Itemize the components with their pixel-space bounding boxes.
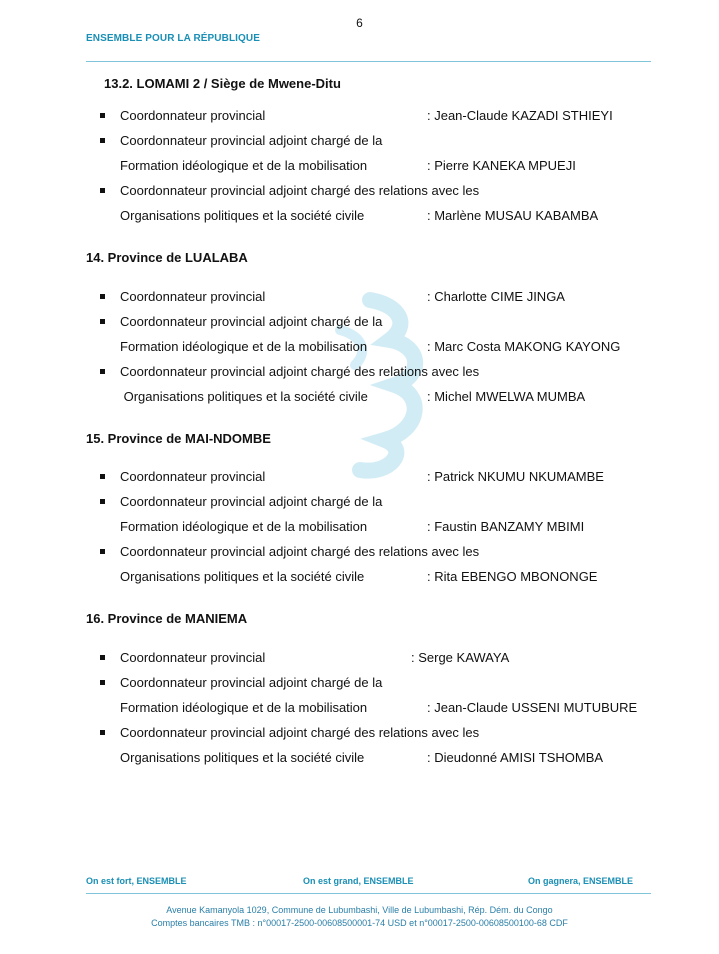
header-divider	[86, 61, 651, 62]
bullet-icon	[100, 138, 105, 143]
bullet-icon	[100, 655, 105, 660]
bullet-icon	[100, 319, 105, 324]
role-title: Coordonnateur provincial	[120, 108, 266, 123]
role-holder: : Faustin BANZAMY MBIMI	[427, 519, 585, 534]
footer-address: Avenue Kamanyola 1029, Commune de Lubumbashi, Ville de Lubumbashi, Rép. Dém. du Congo	[166, 905, 553, 915]
role-title: Coordonnateur provincial adjoint chargé des relations avec les	[120, 364, 480, 379]
role-holder: : Marc Costa MAKONG KAYONG	[427, 339, 621, 354]
bullet-icon	[100, 188, 105, 193]
role-holder: : Dieudonné AMISI TSHOMBA	[427, 750, 604, 765]
role-holder: : Charlotte CIME JINGA	[427, 289, 565, 304]
role-title: Coordonnateur provincial	[120, 289, 266, 304]
role-holder: : Rita EBENGO MBONONGE	[427, 569, 598, 584]
role-holder: : Serge KAWAYA	[411, 650, 510, 665]
role-title-continued: Organisations politiques et la société civile	[120, 208, 365, 223]
role-holder: : Patrick NKUMU NKUMAMBE	[427, 469, 604, 484]
role-title-continued: Formation idéologique et de la mobilisation	[120, 339, 368, 354]
bullet-icon	[100, 369, 105, 374]
role-title-continued: Organisations politiques et la société civile	[120, 750, 365, 765]
sub-section-title: 13.2. LOMAMI 2 / Siège de Mwene-Ditu	[104, 76, 341, 91]
role-title-continued: Formation idéologique et de la mobilisation	[120, 700, 368, 715]
role-title-continued: Organisations politiques et la société civile	[120, 569, 365, 584]
role-title: Coordonnateur provincial adjoint chargé des relations avec les	[120, 183, 480, 198]
role-title: Coordonnateur provincial	[120, 650, 266, 665]
bullet-icon	[100, 474, 105, 479]
footer-slogan: On gagnera, ENSEMBLE	[528, 876, 634, 886]
section-title: 14. Province de LUALABA	[86, 250, 248, 265]
role-title: Coordonnateur provincial adjoint chargé des relations avec les	[120, 544, 480, 559]
section-title: 15. Province de MAI-NDOMBE	[86, 431, 271, 446]
bullet-icon	[100, 113, 105, 118]
footer-bank-accounts: Comptes bancaires TMB : n°00017-2500-00608500001-74 USD et n°00017-2500-00608500100-68 CDF	[151, 918, 568, 928]
role-title: Coordonnateur provincial adjoint chargé de la	[120, 494, 383, 509]
role-holder: : Michel MWELWA MUMBA	[427, 389, 586, 404]
bullet-icon	[100, 499, 105, 504]
footer-slogan: On est fort, ENSEMBLE	[86, 876, 187, 886]
role-title: Coordonnateur provincial adjoint chargé des relations avec les	[120, 725, 480, 740]
role-title: Coordonnateur provincial adjoint chargé de la	[120, 133, 383, 148]
role-title-continued: Formation idéologique et de la mobilisation	[120, 519, 368, 534]
header-organization: ENSEMBLE POUR LA RÉPUBLIQUE	[86, 33, 261, 44]
role-title: Coordonnateur provincial adjoint chargé de la	[120, 314, 383, 329]
footer-slogan: On est grand, ENSEMBLE	[303, 876, 414, 886]
role-title-continued: Organisations politiques et la société civile	[120, 389, 368, 404]
role-holder: : Pierre KANEKA MPUEJI	[427, 158, 576, 173]
role-title: Coordonnateur provincial	[120, 469, 266, 484]
role-holder: : Jean-Claude KAZADI STHIEYI	[427, 108, 613, 123]
role-holder: : Marlène MUSAU KABAMBA	[427, 208, 599, 223]
section-title: 16. Province de MANIEMA	[86, 611, 248, 626]
page-number: 6	[356, 16, 363, 30]
bullet-icon	[100, 680, 105, 685]
bullet-icon	[100, 294, 105, 299]
bullet-icon	[100, 549, 105, 554]
footer-divider	[86, 893, 651, 894]
bullet-icon	[100, 730, 105, 735]
role-title: Coordonnateur provincial adjoint chargé de la	[120, 675, 383, 690]
role-holder: : Jean-Claude USSENI MUTUBURE	[427, 700, 638, 715]
role-title-continued: Formation idéologique et de la mobilisation	[120, 158, 368, 173]
